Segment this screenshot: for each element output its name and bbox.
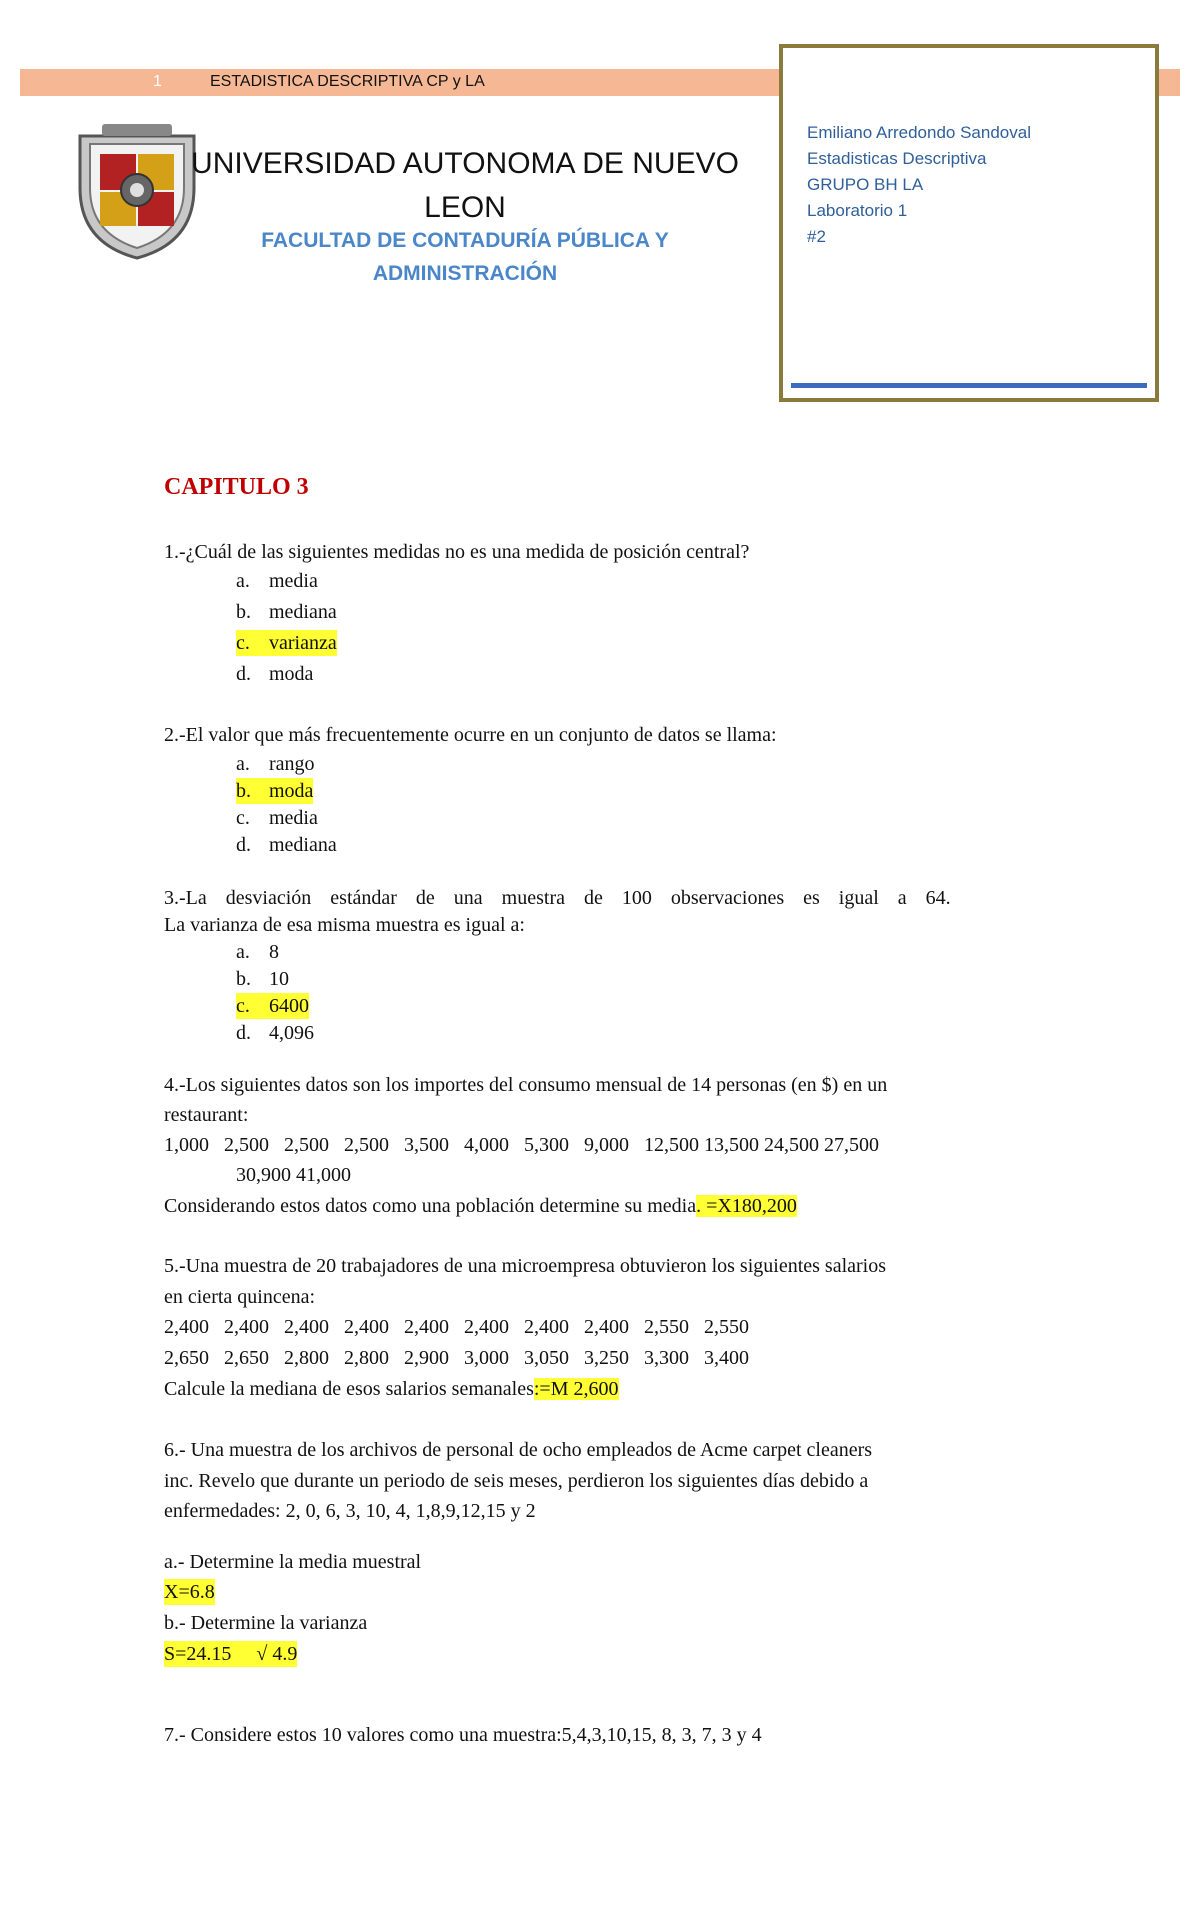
group-name: GRUPO BH LA: [807, 175, 924, 194]
q5-ask: Calcule la mediana de esos salarios semanales:=M 2,600: [164, 1378, 619, 1400]
q4-data-line2: 30,900 41,000: [236, 1164, 351, 1186]
q2-option-d: d. mediana: [236, 834, 337, 856]
subject-name: Estadisticas Descriptiva: [807, 149, 987, 168]
q4-line1: 4.-Los siguientes datos son los importes del consumo mensual de 14 personas (en $) en un: [164, 1074, 888, 1096]
q1-option-d: d. moda: [236, 663, 314, 685]
q6-b-prompt: b.- Determine la varianza: [164, 1612, 368, 1634]
course-title: ESTADISTICA DESCRIPTIVA CP y LA: [210, 73, 485, 90]
q4-ask: Considerando estos datos como una población determine su media. =X180,200: [164, 1195, 797, 1217]
q1-text: 1.-¿Cuál de las siguientes medidas no es una medida de posición central?: [164, 541, 750, 563]
q6-line1: 6.- Una muestra de los archivos de personal de ocho empleados de Acme carpet cleaners: [164, 1439, 873, 1461]
q5-data-line1: 2,400 2,400 2,400 2,400 2,400 2,400 2,400 2,400 2,550 2,550: [164, 1316, 749, 1338]
q6-a-answer: X=6.8: [164, 1581, 215, 1603]
student-name: Emiliano Arredondo Sandoval: [807, 123, 1031, 142]
q1-option-c-answer: c. varianza: [236, 632, 337, 654]
q4-data-line1: 1,000 2,500 2,500 2,500 3,500 4,000 5,300 9,000 12,500 13,500 24,500 27,500: [164, 1134, 879, 1156]
lab-number: #2: [807, 227, 826, 246]
q3-line2: La varianza de esa misma muestra es igual a:: [164, 914, 525, 936]
faculty-title: [220, 224, 710, 290]
q4-line2: restaurant:: [164, 1104, 249, 1126]
q1-option-b: b. mediana: [236, 601, 337, 623]
student-info-box: [779, 44, 1159, 402]
page-number: 1: [153, 73, 162, 90]
q2-option-b-answer: b. moda: [236, 780, 314, 802]
lab-name: Laboratorio 1: [807, 201, 908, 220]
q3-option-a: a. 8: [236, 941, 279, 963]
info-box-bar: [791, 383, 1147, 388]
q4-answer: . =X180,200: [696, 1195, 797, 1217]
q3-option-d: d. 4,096: [236, 1022, 314, 1044]
q1-option-a: a. media: [236, 570, 318, 592]
university-title-line1: UNIVERSIDAD AUTONOMA DE NUEVO: [191, 147, 739, 180]
q5-data-line2: 2,650 2,650 2,800 2,800 2,900 3,000 3,050 3,250 3,300 3,400: [164, 1347, 749, 1369]
q6-line3: enfermedades: 2, 0, 6, 3, 10, 4, 1,8,9,12,15 y 2: [164, 1500, 536, 1522]
q3-option-b: b. 10: [236, 968, 289, 990]
q6-line2: inc. Revelo que durante un periodo de seis meses, perdieron los siguientes días debido a: [164, 1470, 869, 1492]
faculty-title-line1: FACULTAD DE CONTADURÍA PÚBLICA Y: [261, 229, 669, 252]
q2-option-a: a. rango: [236, 753, 315, 775]
q6-b-answer: S=24.15 √ 4.9: [164, 1643, 298, 1665]
faculty-title-line2: ADMINISTRACIÓN: [372, 262, 558, 285]
q3-option-c-answer: c. 6400: [236, 995, 309, 1017]
q5-line1: 5.-Una muestra de 20 trabajadores de una microempresa obtuvieron los siguientes salarios: [164, 1255, 887, 1277]
q2-text: 2.-El valor que más frecuentemente ocurre en un conjunto de datos se llama:: [164, 724, 777, 746]
q2-option-c: c. media: [236, 807, 318, 829]
q5-answer: :=M 2,600: [533, 1378, 619, 1400]
chapter-heading: CAPITULO 3: [164, 474, 309, 500]
q7-text: 7.- Considere estos 10 valores como una muestra:5,4,3,10,15, 8, 3, 7, 3 y 4: [164, 1724, 762, 1746]
university-title-line2: LEON: [424, 191, 506, 224]
q5-line2: en cierta quincena:: [164, 1286, 316, 1308]
university-title: [180, 142, 750, 230]
q6-a-prompt: a.- Determine la media muestral: [164, 1551, 422, 1573]
q3-line1: 3.-La desviación estándar de una muestra de 100 observaciones es igual a 64.: [164, 887, 951, 909]
